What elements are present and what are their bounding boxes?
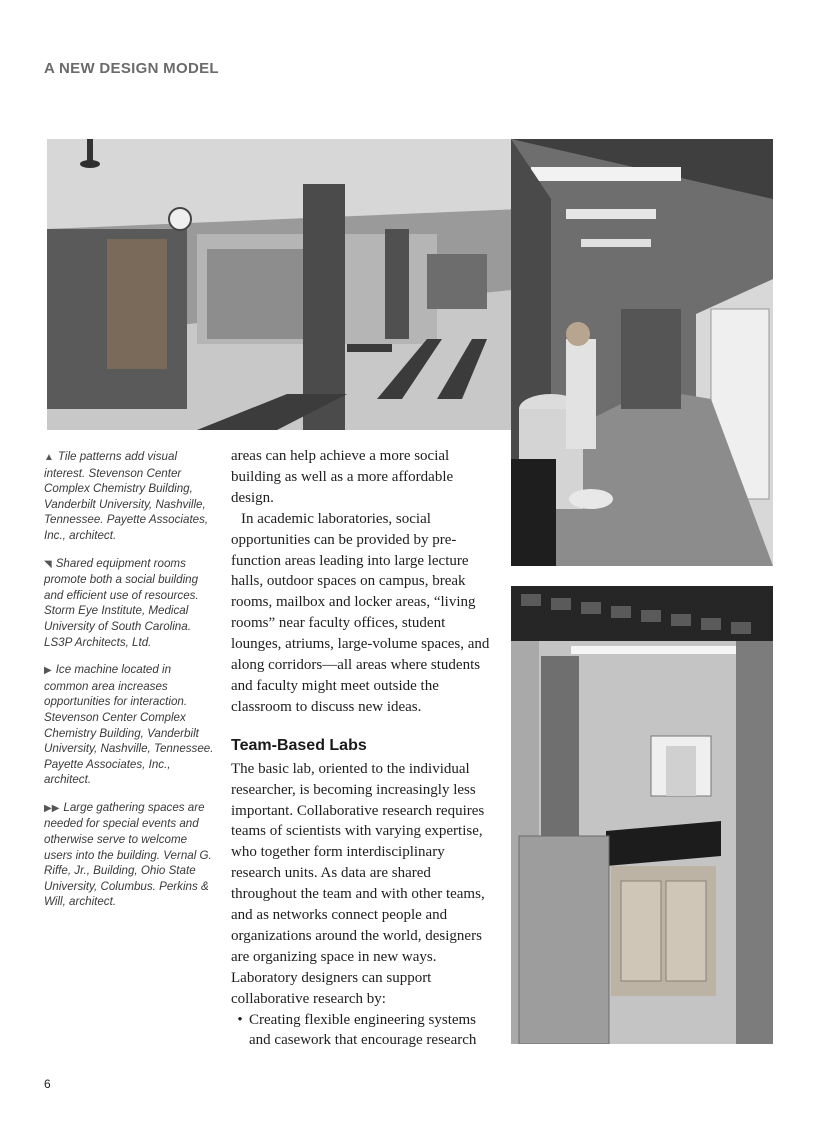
page-number: 6	[44, 1077, 51, 1091]
caption-shared-equipment	[44, 556, 216, 651]
caption-text: Large gathering spaces are needed for special events and otherwise serve to welcome users into the building. Vernal G. Riffe, Jr., Building, Ohio State University, Columbus. Perkins & Will, architect.	[44, 800, 212, 909]
caption-text: Ice machine located in common area increases opportunities for interaction. Stevenson Center Complex Chemistry Building, Vanderbilt University, Nashville, Tennessee. Payette Associates, Inc., architect.	[44, 663, 214, 787]
caption-text: Tile patterns add visual interest. Stevenson Center Complex Chemistry Building, Vanderbilt University, Nashville, Tennessee. Payette Associates, Inc., architect.	[44, 450, 209, 542]
section-heading: Team-Based Labs	[231, 736, 367, 754]
caption-column	[44, 449, 216, 922]
caption-text: Shared equipment rooms promote both a social building and efficient use of resources. Storm Eye Institute, Medical University of South Carolina. LS3P Architects, Ltd.	[44, 556, 199, 649]
triangle-up-icon: ▲	[44, 452, 54, 463]
triangle-right-icon: ▶	[44, 665, 52, 677]
corridor-photo	[47, 139, 521, 430]
caption-gathering-spaces	[44, 800, 216, 910]
body-paragraph: areas can help achieve a more social building as well as a more affordable design.	[231, 448, 454, 506]
bullet-text: Creating flexible engineering systems and casework that encourage research	[249, 1011, 477, 1049]
bullet-icon: •	[237, 1011, 243, 1028]
shared-equipment-room-photo	[511, 139, 773, 566]
ice-machine-photo	[511, 586, 773, 1044]
double-triangle-right-icon: ▶▶	[44, 802, 60, 814]
triangle-corner-icon: ◥	[44, 558, 52, 570]
bullet-item	[231, 1010, 491, 1052]
body-paragraph: The basic lab, oriented to the individual researcher, is becoming increasingly less important. Collaborative research requires teams of scientists with varying expertise, who together form interdisciplinary research units. As data are shared throughout the team and with other teams, and as networks connect people and organizations around the world, designers are organizing space in new ways. Laboratory designers can support collaborative research by:	[231, 760, 485, 1007]
body-paragraph: In academic laboratories, social opportunities can be provided by pre-function areas leading into large lecture halls, outdoor spaces on campus, break rooms, mailbox and locker areas, “living rooms” near faculty offices, student lounges, atriums, large-volume spaces, and along corridors—all areas where students and faculty might meet outside the classroom to discuss new ideas.	[231, 510, 490, 715]
caption-tile-patterns	[44, 449, 216, 544]
caption-ice-machine	[44, 662, 216, 788]
body-text-column	[231, 446, 491, 1051]
section-header: A NEW DESIGN MODEL	[44, 60, 219, 77]
